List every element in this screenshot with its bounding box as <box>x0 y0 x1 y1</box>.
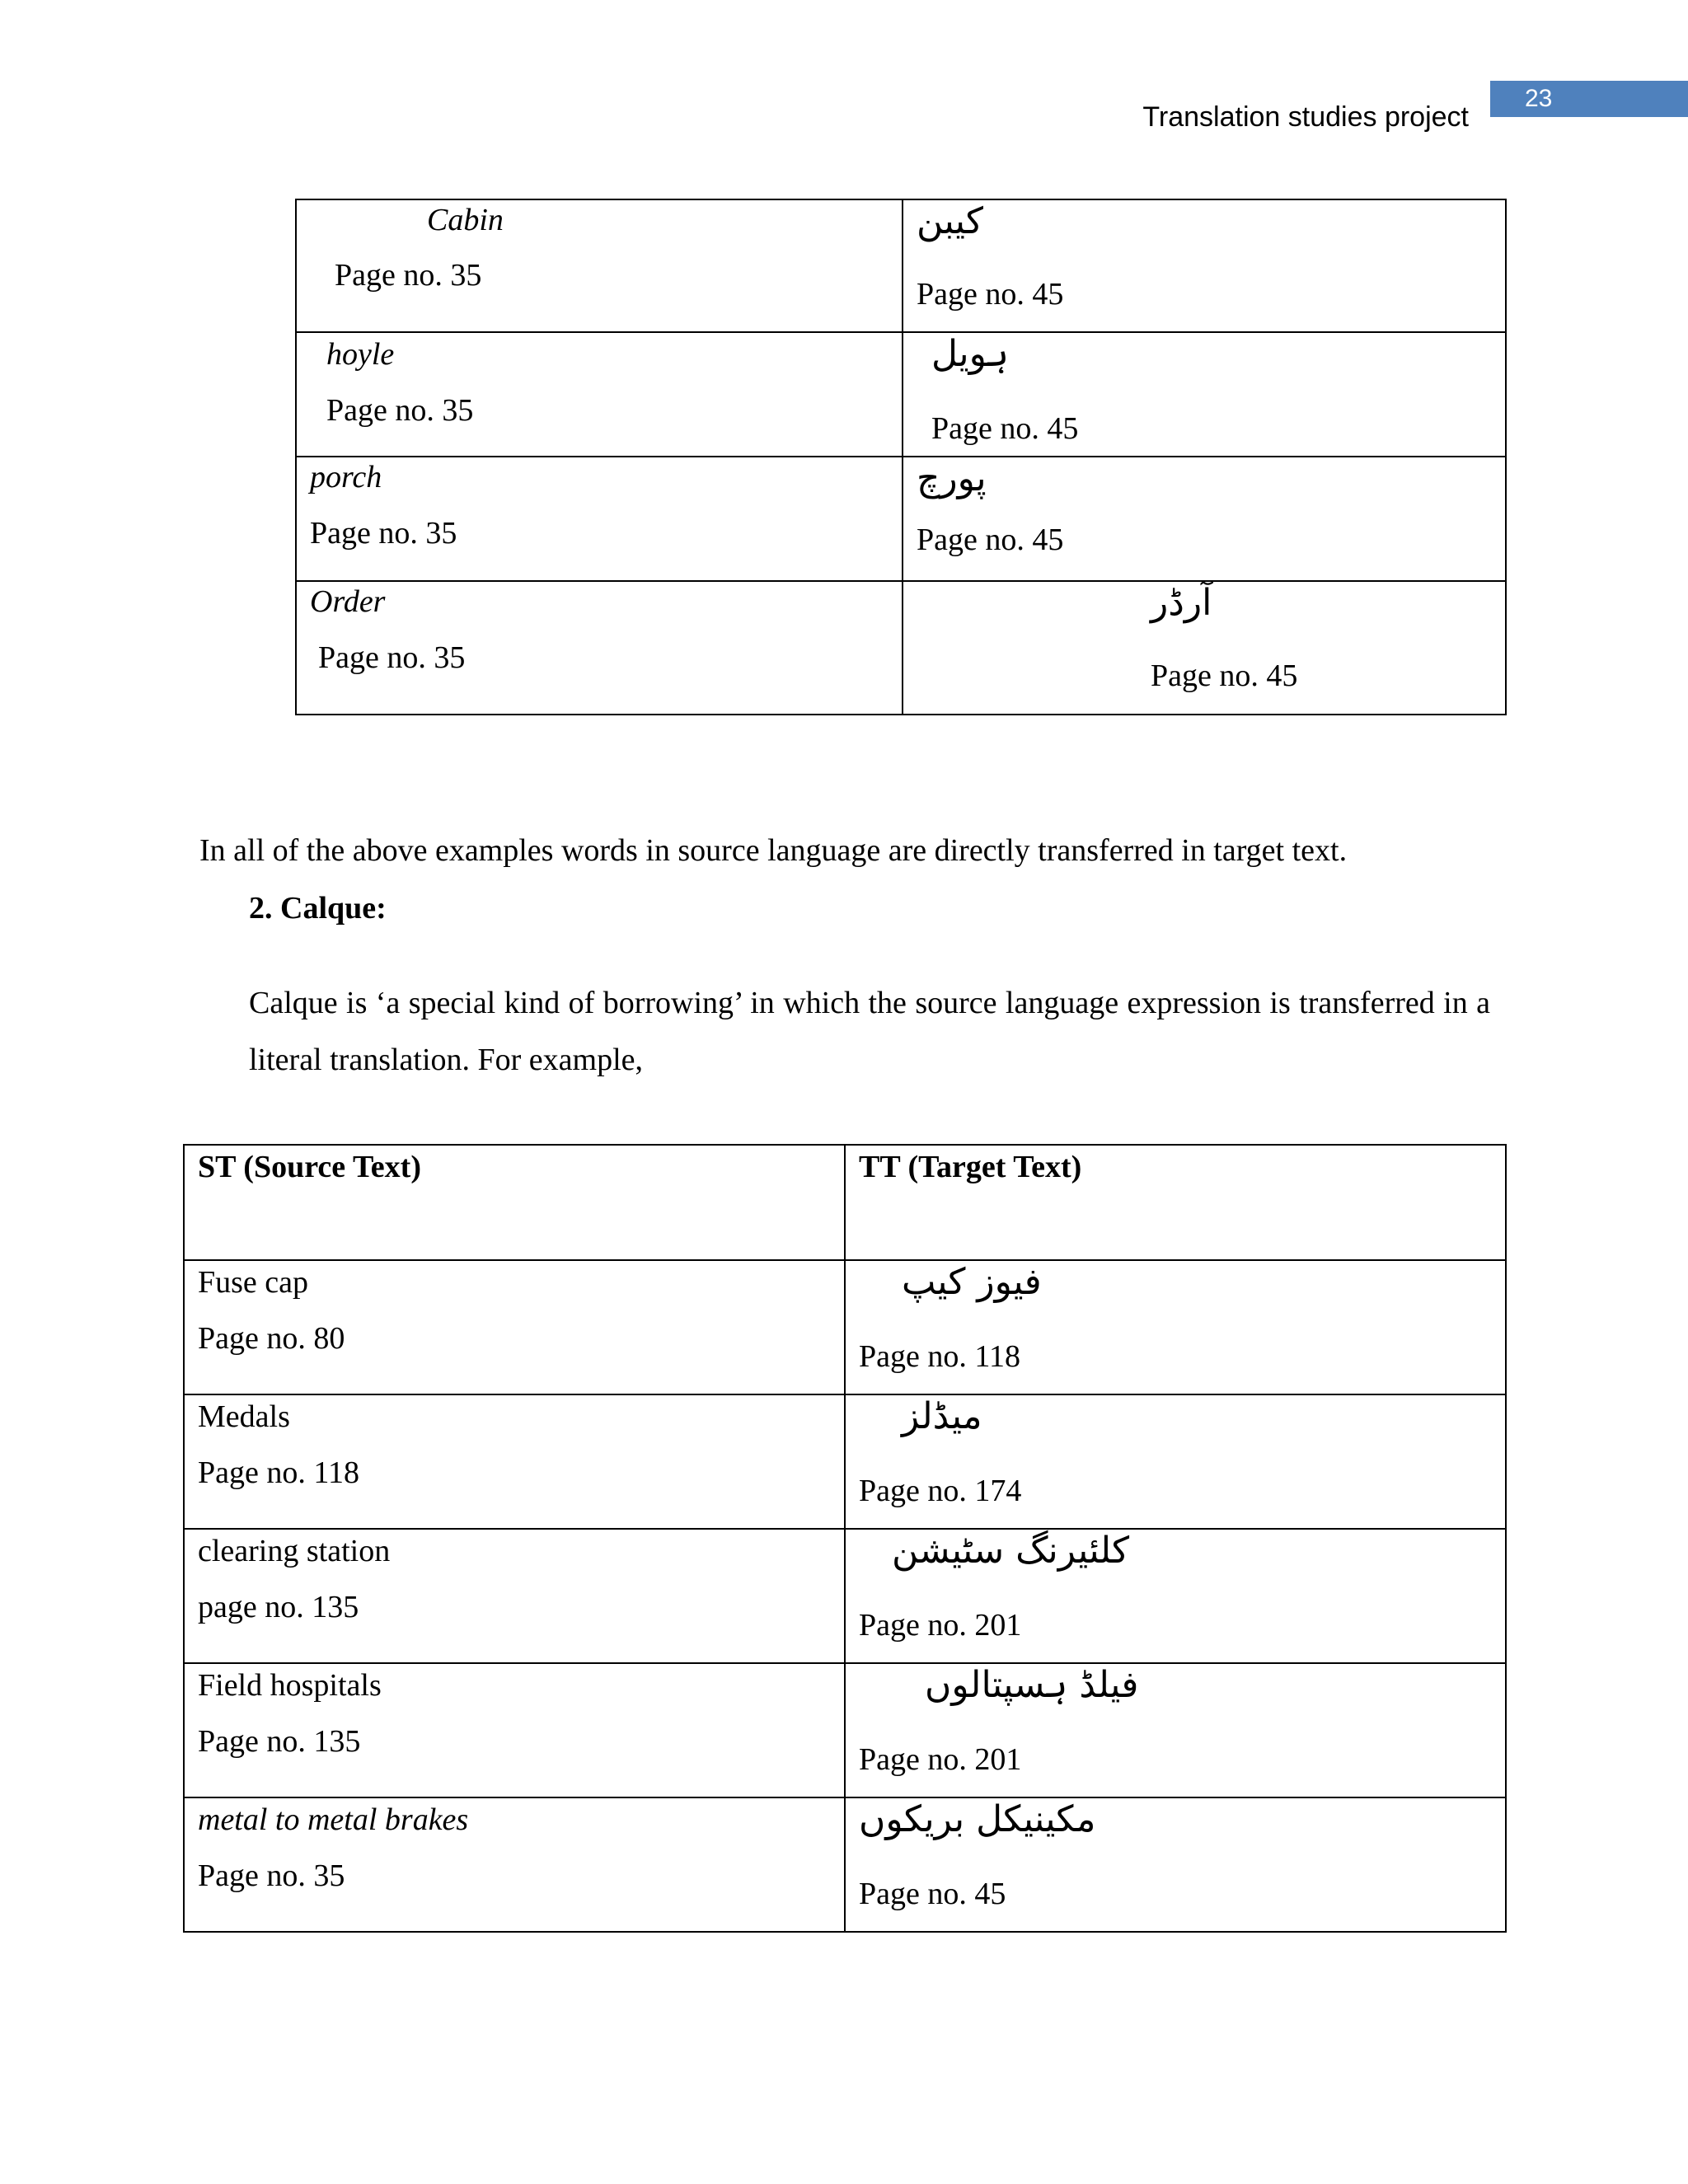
column-header-st: ST (Source Text) <box>198 1150 421 1184</box>
tt-word: فیلڈ ہسپتالوں <box>925 1664 1139 1706</box>
st-page: page no. 135 <box>198 1590 359 1624</box>
tt-cell <box>845 1797 1506 1932</box>
tt-word: کیبن <box>917 200 983 242</box>
tt-word: آرڈر <box>1151 582 1212 624</box>
tt-page: Page no. 45 <box>917 523 1064 557</box>
table-row <box>296 199 1506 332</box>
table-row <box>184 1663 1506 1797</box>
table-row <box>296 457 1506 581</box>
st-page: Page no. 80 <box>198 1321 345 1356</box>
paragraph-calque-definition: Calque is ‘a special kind of borrowing’ in which the source language expression is transferred in a literal translation. For example, <box>249 986 1490 1077</box>
running-header-title: Translation studies project <box>1142 101 1469 133</box>
tt-cell <box>903 457 1506 581</box>
tt-word: میڈلز <box>902 1395 982 1437</box>
st-cell <box>296 457 903 581</box>
st-word: porch <box>310 460 382 494</box>
table-row <box>184 1260 1506 1394</box>
page-number-badge: 23 <box>1490 81 1688 117</box>
tt-word: مکینیکل بریکوں <box>859 1798 1096 1840</box>
table-row <box>296 581 1506 715</box>
st-word: Medals <box>198 1399 290 1434</box>
st-cell <box>184 1529 845 1663</box>
borrowing-examples-table <box>295 199 1507 715</box>
st-word: metal to metal brakes <box>198 1802 469 1837</box>
table-row <box>184 1394 1506 1529</box>
table-row <box>184 1797 1506 1932</box>
tt-cell <box>845 1529 1506 1663</box>
calque-examples-table <box>183 1144 1507 1933</box>
tt-page: Page no. 201 <box>859 1608 1022 1643</box>
tt-cell <box>903 332 1506 457</box>
st-cell <box>184 1394 845 1529</box>
tt-cell <box>903 199 1506 332</box>
tt-word: پورچ <box>917 457 987 499</box>
tt-page: Page no. 45 <box>917 277 1064 312</box>
st-word: Field hospitals <box>198 1668 382 1703</box>
st-cell <box>184 1260 845 1394</box>
tt-page: Page no. 45 <box>931 411 1079 446</box>
st-word: hoyle <box>326 337 395 372</box>
table-header-row <box>184 1145 1506 1260</box>
section-heading-calque: 2. Calque: <box>249 891 387 926</box>
st-cell <box>184 1663 845 1797</box>
tt-word: ہویل <box>931 333 1010 375</box>
st-word: Cabin <box>427 203 504 237</box>
st-page: Page no. 35 <box>335 258 482 293</box>
column-header-tt: TT (Target Text) <box>859 1150 1082 1184</box>
st-page: Page no. 35 <box>198 1858 345 1893</box>
tt-cell <box>845 1663 1506 1797</box>
tt-cell <box>845 1260 1506 1394</box>
tt-page: Page no. 45 <box>1151 658 1298 693</box>
st-word: Order <box>310 584 386 619</box>
table-row <box>184 1529 1506 1663</box>
st-word: clearing station <box>198 1534 391 1568</box>
tt-cell <box>845 1394 1506 1529</box>
header-cell-st <box>184 1145 845 1260</box>
header-cell-tt <box>845 1145 1506 1260</box>
paragraph-borrowing-summary: In all of the above examples words in source language are directly transferred in target text. <box>199 833 1348 868</box>
tt-page: Page no. 201 <box>859 1742 1022 1777</box>
st-cell <box>296 199 903 332</box>
st-cell <box>296 581 903 715</box>
st-word: Fuse cap <box>198 1265 309 1300</box>
tt-page: Page no. 174 <box>859 1474 1022 1508</box>
st-page: Page no. 35 <box>326 393 474 428</box>
st-cell <box>184 1797 845 1932</box>
tt-page: Page no. 45 <box>859 1877 1006 1911</box>
tt-word: فیوز کیپ <box>902 1261 1042 1303</box>
st-page: Page no. 35 <box>318 640 466 675</box>
tt-cell <box>903 581 1506 715</box>
st-page: Page no. 135 <box>198 1724 361 1759</box>
tt-page: Page no. 118 <box>859 1339 1020 1374</box>
table-row <box>296 332 1506 457</box>
st-cell <box>296 332 903 457</box>
st-page: Page no. 35 <box>310 516 457 551</box>
tt-word: کلئیرنگ سٹیشن <box>892 1530 1130 1572</box>
st-page: Page no. 118 <box>198 1455 359 1490</box>
